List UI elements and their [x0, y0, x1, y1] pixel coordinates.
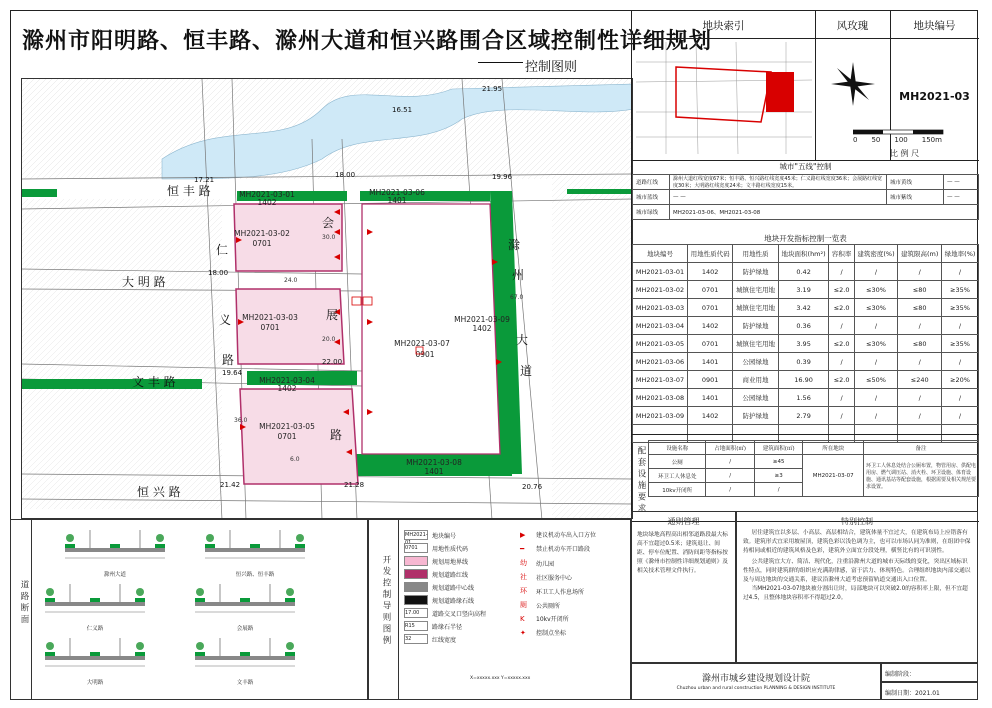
special-p2: 公共建筑宜大方、简洁、现代化，注重沿滁州大道的城市天际线的变化，突出区域标识性特点，同时建筑群的组织应充满韵律感，富于活力、体现特色。合理组织地块内部交通以及与周边地块的交通关系，建议沿滁州大道考虑预留轨道交通出入口位置。: [743, 559, 971, 583]
block-code: MH2021-03: [899, 90, 970, 103]
legend-label: 道路交叉口竖向高程: [432, 610, 487, 618]
five-lines-table: 道路红线 滁州大道红线宽度67米；恒丰路、恒兴路红线宽度45米；仁义路红线宽度36米；会展路红线宽度30米；大明路红线宽度24米；文丰路红线宽度15米。 城市黄线 — — 城市蓝线 — — 城市紫线 — — 城市绿线 MH2021-03-06、MH2021-03-08: [632, 174, 979, 220]
cross-section-name: 恒兴路、恒丰路: [235, 572, 275, 578]
parcel-06-code: MH2021-03-06: [369, 188, 425, 197]
cross-section-name: 仁义路: [86, 626, 104, 632]
legend-item: [520, 530, 596, 539]
legend-symbol: 32: [404, 634, 428, 644]
legend-label: 禁止机动车开口路段: [536, 546, 591, 553]
parcel-05-code: MH2021-03-05: [259, 422, 315, 431]
cross-section-drawing: [60, 526, 170, 568]
legend-label: 社区服务中心: [536, 574, 573, 582]
indicator-row: MH2021-03-07 0901 商业用地 16.90 ≤2.0 ≤50% ≤240 ≥20%: [633, 371, 979, 389]
cross-section-name: 文丰路: [236, 680, 254, 686]
elev-10: 21.28: [344, 481, 365, 489]
rose-header: 风玫瑰: [836, 20, 869, 32]
legend-label: 用地性质代码: [432, 545, 469, 553]
parcel-03-code: MH2021-03-03: [242, 313, 298, 322]
legend-icon: K: [520, 614, 525, 623]
legend-item: [520, 628, 566, 637]
institute-box: [631, 663, 881, 700]
road-chuzhou-4: 道: [520, 364, 533, 378]
special-title: 特别控制: [841, 517, 873, 526]
legend-label: 公共厕所: [536, 602, 561, 610]
legend-icon: 幼: [520, 559, 527, 567]
special-box: [736, 511, 978, 663]
legend-label: 环卫工人作息场所: [536, 588, 585, 596]
indicator-row: MH2021-03-02 0701 城镇住宅用地 3.19 ≤2.0 ≤30% ≤80 ≥35%: [633, 281, 979, 299]
cross-section-item: [40, 580, 150, 632]
parcel-08-use: 1401: [424, 467, 444, 476]
cross-section-drawing: [200, 526, 310, 568]
index-map: [636, 42, 812, 154]
map-svg: [22, 79, 633, 519]
indicators-table: 地块编号 用地性质代码 用地性质 地块面积(hm²) 容积率 建筑密度(%) 建筑限高(m) 绿地率(%) MH2021-03-01 1402 防护绿地 0.42 / / / / MH2021-03-02 0701 城镇住宅用地 3.19 ≤2.0 ≤30% ≤80 ≥35% MH2021-03-03 0701 城镇住宅用地 3.42 ≤2.0 ≤30% ≤80 ≥35% MH2021-03-04 1402 防护绿地 0.36 / / / / MH2021-03-05 0701 城镇住宅用地 3.95 ≤2.0 ≤30% ≤80 ≥35% MH2021-03-06 1401 公园绿地 0.39 / / / / MH2021-03-07 0901 商业用地 16.90 ≤2.0 ≤50% ≤240 ≥20% MH2021-03-08 1401 公园绿地 1.56 / / / / MH2021-03-09 1402 防护绿地 2.79 / / / /: [632, 244, 979, 443]
cross-section-item: [190, 580, 300, 632]
elev-9: 21.42: [220, 481, 241, 489]
code-header: 地块编号: [913, 20, 956, 32]
road-chuzhou-1: 滁: [508, 238, 521, 252]
facility-side-label: 配套设施要求: [636, 446, 646, 515]
elev-7: 19.64: [222, 369, 243, 377]
road-renyi-3: 路: [222, 353, 235, 367]
general-text: 地块绿地高程高出相邻道路段最大标高不宜超过0.5米；建筑退让、间距、停车位配置、消防间距等指标按照《滁州市控制性详细规划通则》及相关技术管理文件执行。: [637, 532, 728, 574]
road-huizhan-3: 路: [330, 428, 343, 442]
legend-symbol: MH2021-: [405, 532, 428, 538]
road-wenfeng: 文 丰 路: [132, 375, 176, 389]
index-header: 地块索引: [702, 20, 745, 32]
legend-label: 控制点坐标: [536, 630, 567, 637]
legend-icon: ━: [520, 544, 525, 553]
parcel-07-use: 0901: [415, 350, 435, 359]
parcel-09-use: 1402: [472, 324, 492, 333]
legend-item: [520, 572, 572, 582]
five-lines-title: 城市"五线"控制: [779, 162, 832, 171]
elev-8: 22.00: [322, 358, 343, 366]
parcel-01-use: 1402: [257, 198, 277, 207]
special-p1: 居住建筑宜以多层、小高层、高层相结合，建筑体量不宜过大，在建筑布局上应错落有致。建筑形式宜采用坡屋顶，建筑色彩以浅色调为主，也可以市场认同为准则，在组团中保持相同或相近的建筑风格及色彩，建筑外立面宜分段处理，横竖比有的可识别性。: [743, 530, 971, 554]
road-hengfeng: 恒 丰 路: [167, 184, 211, 198]
scale-label: 比 例 尺: [890, 149, 920, 158]
stage-box: 编制阶段：: [881, 663, 978, 682]
legend-symbol: 0701: [404, 543, 428, 553]
legend-item: [404, 634, 456, 644]
scale-bar: [853, 128, 953, 136]
legend-label: 规划用地界线: [432, 558, 469, 566]
parcel-02-code: MH2021-03-02: [234, 229, 290, 238]
legend-item: [404, 582, 474, 592]
cross-section-label: 道路断面: [19, 580, 29, 626]
width-6: 6.0: [290, 456, 300, 463]
cross-section-name: 大明路: [86, 680, 104, 686]
scale-ticks: 0 50 100 150m: [853, 136, 942, 144]
width-1: 24.0: [284, 277, 298, 284]
legend-side-label: 开发控制导则图例: [381, 555, 391, 647]
cross-section-item: [200, 526, 310, 578]
legend-label: 10kv开闭所: [536, 616, 569, 623]
legend-icon: 环: [520, 587, 527, 595]
facility-table: 设施名称 占地面积(㎡) 建筑面积(㎡) 所在地块 备注 公厕 / ≥45 MH2021-03-07 环卫工人休息处结合公厕布置，物管用房、供配电用房、燃气调压站、消火栓、环卫设施、体育设施、通讯基站等配套设施，根据需要及相关规范要求设置。 环卫工人休息处 / ≥3 10kv开闭所 / /: [648, 440, 979, 497]
elev-2: 21.95: [482, 85, 503, 93]
legend-label: 规划道路红线: [432, 571, 469, 579]
parcel-06-use: 1401: [387, 196, 407, 205]
width-4: 36.0: [234, 417, 248, 424]
page-title: 滁州市阳明路、恒丰路、滁州大道和恒兴路围合区域控制性详细规划: [22, 29, 713, 54]
legend-icon: ▶: [520, 530, 526, 539]
indicator-row: MH2021-03-04 1402 防护绿地 0.36 / / / /: [633, 317, 979, 335]
legend-label: 幼儿园: [536, 560, 555, 568]
legend-symbol: [404, 556, 428, 566]
legend-icon: 社: [520, 573, 527, 581]
parcel-03-use: 0701: [260, 323, 280, 332]
road-daming: 大 明 路: [122, 275, 166, 289]
cross-section-name: 滁州大道: [103, 572, 126, 578]
legend-item: [404, 569, 468, 579]
width-5: 67.0: [510, 294, 524, 301]
legend-item: [404, 530, 456, 540]
elev-6: 18.00: [208, 269, 229, 277]
legend-symbol: [404, 582, 428, 592]
indicator-row: MH2021-03-08 1401 公园绿地 1.56 / / / /: [633, 389, 979, 407]
control-map: [21, 78, 633, 519]
legend-item: [520, 558, 554, 568]
legend-item: [520, 544, 590, 553]
special-p3: 当MH2021-03-07地块被分割出让时，局部地块可以突破2.0的容积率上限，但不宜超过4.5，且整体地块容积率不得超过2.0。: [743, 586, 968, 601]
cross-section-item: [60, 526, 170, 578]
parcel-08-code: MH2021-03-08: [406, 458, 462, 467]
legend-item: [520, 586, 584, 596]
elev-3: 17.21: [194, 176, 215, 184]
indicator-row: MH2021-03-05 0701 城镇住宅用地 3.95 ≤2.0 ≤30% ≤80 ≥35%: [633, 335, 979, 353]
parcel-02-use: 0701: [252, 239, 272, 248]
divider-1: [815, 10, 816, 160]
road-renyi-2: 义: [219, 313, 232, 327]
legend-icon: 厕: [520, 601, 527, 609]
legend-item: [404, 543, 468, 553]
legend-item: [404, 621, 462, 631]
legend-label: 规划道路中心线: [432, 584, 475, 592]
legend-item: [404, 556, 468, 566]
legend-symbol: [404, 595, 428, 605]
parcel-04-use: 1402: [277, 384, 297, 393]
indicator-row: MH2021-03-09 1402 防护绿地 2.79 / / / /: [633, 407, 979, 425]
legend-label: 红线宽度: [432, 636, 457, 644]
legend-label: 路缘石半径: [432, 623, 463, 631]
coord-sample: X=xxxxx.xxx Y=xxxxx.xxx: [470, 676, 531, 681]
elev-4: 18.00: [335, 171, 356, 179]
parcel-01-code: MH2021-03-01: [239, 190, 295, 199]
cross-section-item: [40, 634, 150, 686]
cross-section-drawing: [40, 580, 150, 622]
legend-item: [520, 600, 560, 610]
page-subtitle: 控制图则: [525, 60, 578, 75]
parcel-05-use: 0701: [277, 432, 297, 441]
divider-h2: [632, 434, 979, 435]
indicator-row: MH2021-03-06 1401 公园绿地 0.39 / / / /: [633, 353, 979, 371]
road-hengxing: 恒 兴 路: [137, 485, 181, 499]
legend-label: 规划道路缘石线: [432, 597, 475, 605]
road-chuzhou-2: 州: [512, 268, 525, 282]
elev-1: 16.51: [392, 106, 413, 114]
cross-section-drawing: [190, 634, 300, 676]
institute-en: Chuzhou urban and rural construction PLANNING & DESIGN INSTITUTE: [676, 686, 836, 691]
index-highlight: [766, 72, 794, 112]
date-box: 编制日期：2021.01: [881, 682, 978, 700]
indicator-row: MH2021-03-03 0701 城镇住宅用地 3.42 ≤2.0 ≤30% ≤80 ≥35%: [633, 299, 979, 317]
institute-name: 滁州市城乡建设规划设计院: [701, 674, 810, 684]
legend-divider: [398, 519, 399, 700]
parcel-04-code: MH2021-03-04: [259, 376, 315, 385]
legend-symbol: 17.00: [404, 608, 428, 618]
road-chuzhou-3: 大: [516, 333, 529, 347]
legend-item: [520, 614, 569, 623]
elev-11: 20.76: [522, 483, 543, 491]
legend-symbol: R15: [404, 621, 428, 631]
wind-rose: [829, 60, 877, 108]
general-title: 通则管理: [667, 517, 700, 526]
legend-symbol: [404, 569, 428, 579]
general-box: [631, 511, 736, 663]
parcel-09-code: MH2021-03-09: [454, 315, 510, 324]
road-renyi-1: 仁: [216, 243, 229, 257]
road-huizhan-1: 会: [322, 216, 335, 230]
cross-section-drawing: [190, 580, 300, 622]
legend-label: 地块编号: [432, 532, 457, 540]
elev-5: 19.96: [492, 173, 513, 181]
width-2: 30.0: [322, 234, 336, 241]
indicators-title: 地块开发指标控制一览表: [764, 234, 847, 243]
cs-divider: [31, 519, 32, 700]
parcel-07-code: MH2021-03-07: [394, 339, 450, 348]
legend-label: 建议机动车出入口方位: [536, 532, 597, 539]
cross-section-name: 会展路: [236, 626, 254, 632]
cross-section-item: [190, 634, 300, 686]
width-3: 20.0: [322, 336, 336, 343]
index-outline: [676, 67, 771, 122]
legend-item: [404, 608, 486, 618]
indicator-row: MH2021-03-01 1402 防护绿地 0.42 / / / /: [633, 263, 979, 281]
road-huizhan-2: 展: [326, 308, 339, 322]
cross-section-drawing: [40, 634, 150, 676]
legend-item: [404, 595, 474, 605]
legend-icon: ✦: [520, 628, 526, 637]
